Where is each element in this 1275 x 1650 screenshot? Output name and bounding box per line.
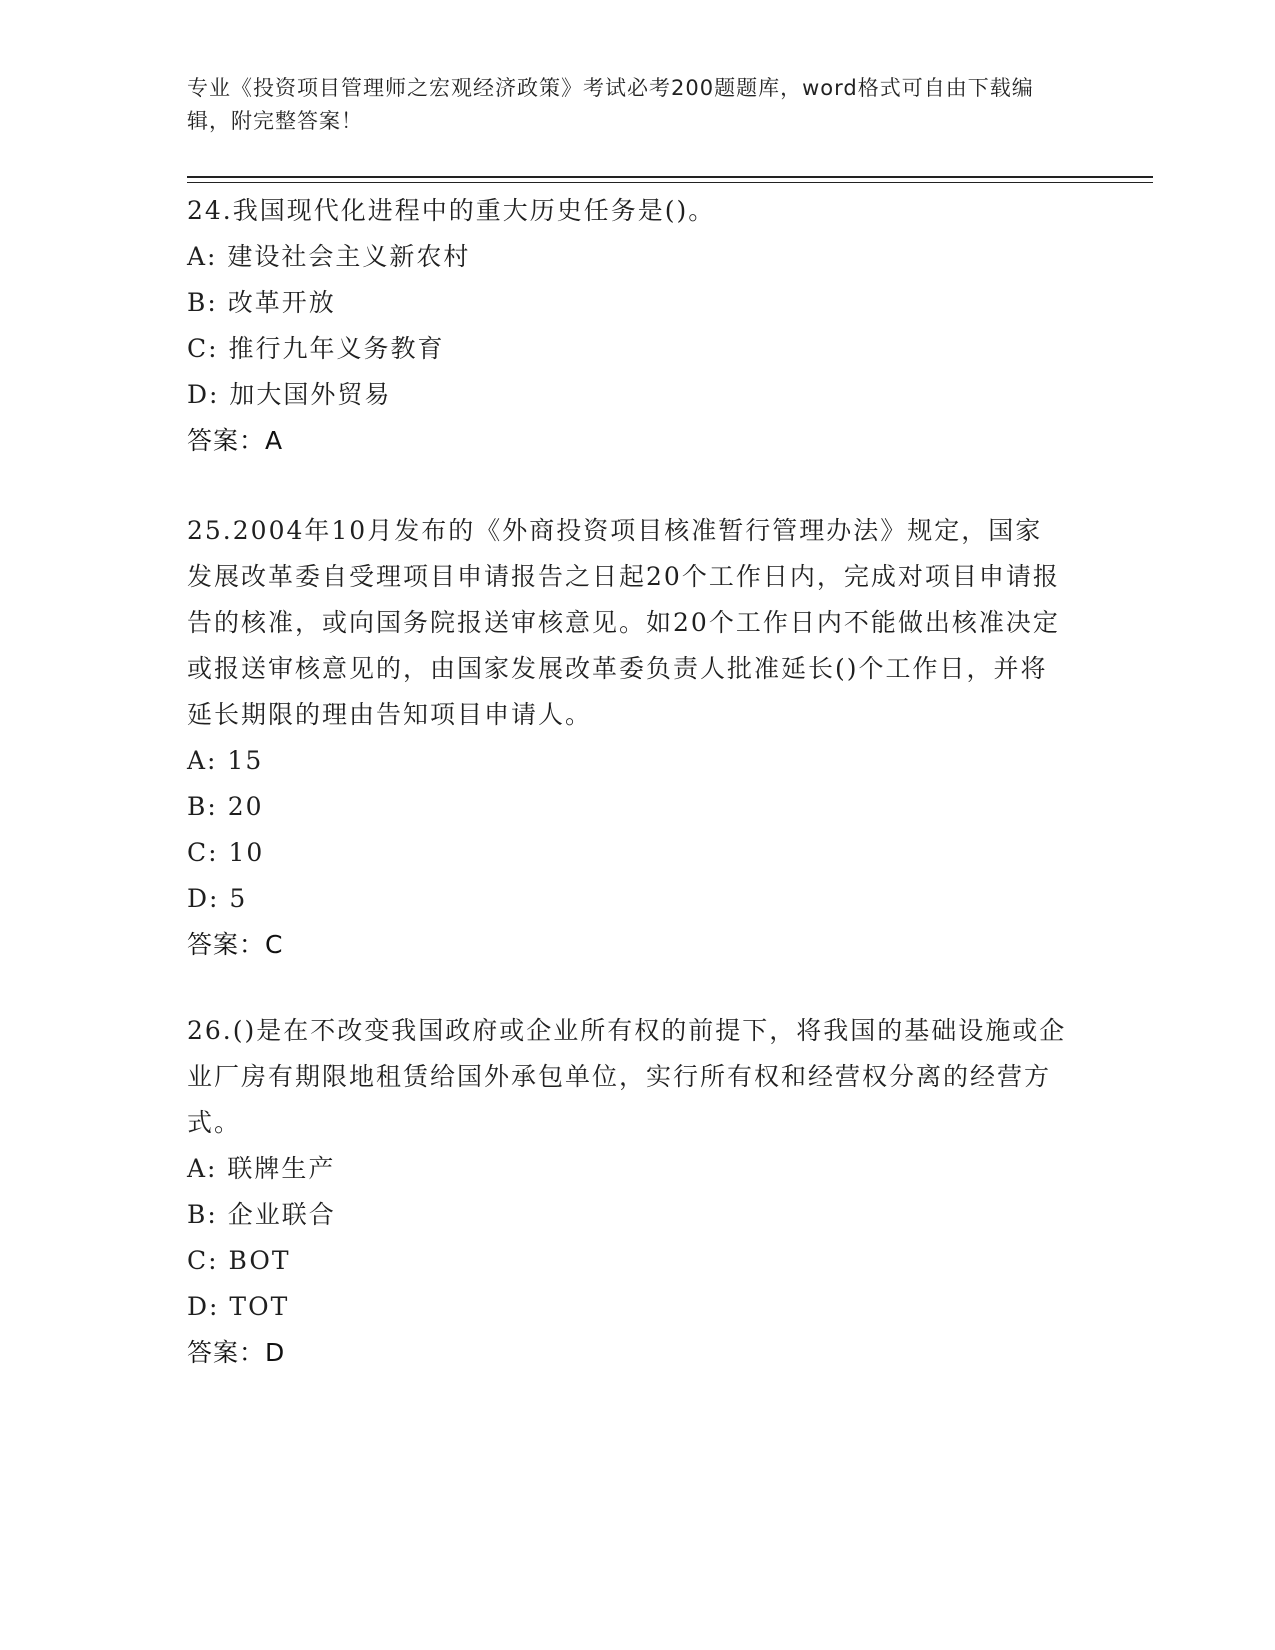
header-divider-thick (187, 176, 1153, 178)
option-a: A: 15 (187, 746, 264, 775)
question-stem: 24.我国现代化进程中的重大历史任务是()。 (187, 196, 716, 225)
question-stem: 25.2004年10月发布的《外商投资项目核准暂行管理办法》规定，国家发展改革委自受理项目申请报告之日起20个工作日内，完成对项目申请报告的核准，或向国务院报送审核意见。如20个工作日内不能做出核准决定或报送审核意见的，由国家发展改革委负责人批准延长()个工作日，并将延长期限的理由告知项目申请人。 (187, 516, 1060, 729)
option-a: A: 联牌生产 (187, 1154, 336, 1183)
question-26 (187, 1008, 1067, 1376)
option-c: C: 10 (187, 838, 265, 867)
question-stem: 26.()是在不改变我国政府或企业所有权的前提下，将我国的基础设施或企业厂房有期限地租赁给国外承包单位，实行所有权和经营权分离的经营方式。 (187, 1016, 1067, 1137)
option-d: D: 5 (187, 884, 248, 913)
option-d: D: TOT (187, 1292, 290, 1321)
answer-label: 答案：C (187, 930, 284, 959)
header-divider-thin (187, 182, 1153, 183)
option-a: A: 建设社会主义新农村 (187, 242, 471, 271)
question-24 (187, 188, 1067, 464)
option-d: D: 加大国外贸易 (187, 380, 392, 409)
option-b: B: 改革开放 (187, 288, 336, 317)
option-c: C: 推行九年义务教育 (187, 334, 445, 363)
option-b: B: 20 (187, 792, 264, 821)
option-c: C: BOT (187, 1246, 291, 1275)
question-25 (187, 508, 1067, 968)
answer-label: 答案：D (187, 1338, 286, 1367)
document-description: 专业《投资项目管理师之宏观经济政策》考试必考200题题库，word格式可自由下载编辑，附完整答案！ (187, 76, 1034, 133)
answer-label: 答案：A (187, 426, 284, 455)
option-b: B: 企业联合 (187, 1200, 336, 1229)
